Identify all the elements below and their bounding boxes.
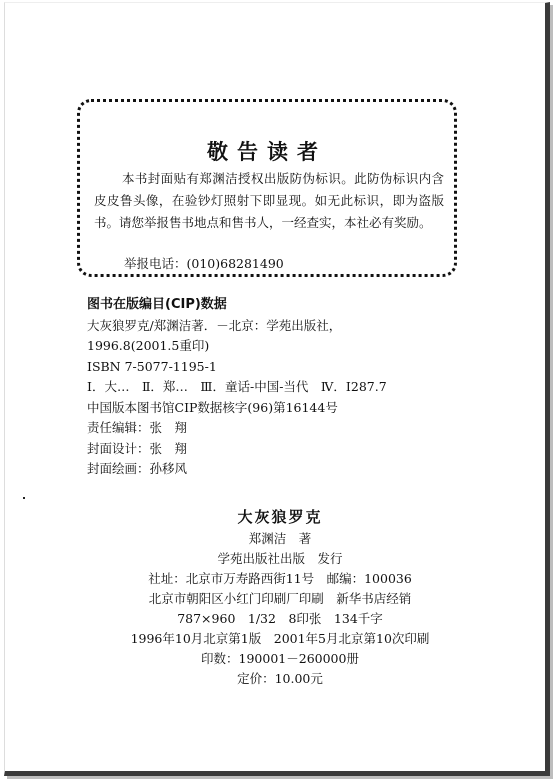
cip-line-cover-art: 封面绘画：孙移风	[87, 461, 188, 476]
cip-block	[87, 295, 507, 480]
cip-line-isbn: ISBN 7-5077-1195-1	[87, 358, 217, 374]
reader-notice-box	[77, 99, 457, 277]
copyright-page	[4, 2, 550, 776]
notice-phone: 举报电话：(010)68281490	[124, 256, 284, 271]
cip-line-title: 大灰狼罗克/郑渊洁著．－北京：学苑出版社，	[87, 317, 342, 333]
notice-body: 本书封面贴有郑渊洁授权出版防伪标识。此防伪标识内含皮皮鲁头像，在验钞灯照射下即显现。如无此标识，即为盗版书。请您举报售书地点和售书人，一经查实，本社必有奖励。	[94, 171, 444, 230]
book-author: 郑渊洁 著	[248, 531, 312, 546]
colophon-block	[45, 505, 515, 689]
book-publisher: 学苑出版社出版 发行	[217, 551, 343, 566]
cip-line-classification: Ⅰ．大… Ⅱ．郑… Ⅲ．童话-中国-当代 Ⅳ．I287.7	[87, 379, 387, 394]
cip-line-cover-design: 封面设计：张 翔	[87, 440, 188, 456]
cip-line-editor: 责任编辑：张 翔	[87, 420, 188, 435]
book-format: 787×960 1/32 8印张 134千字	[177, 611, 383, 626]
notice-title: 敬告读者	[207, 140, 327, 164]
cip-line-date: 1996.8(2001.5重印)	[87, 338, 210, 353]
publisher-address: 社址：北京市万寿路西街11号 邮编：100036	[148, 571, 412, 586]
book-price: 定价：10.00元	[237, 671, 323, 686]
book-edition: 1996年10月北京第1版 2001年5月北京第10次印刷	[130, 631, 430, 646]
book-print-run: 印数：190001－260000册	[201, 651, 359, 666]
stray-mark	[23, 497, 25, 499]
book-title: 大灰狼罗克	[237, 508, 323, 526]
book-printer: 北京市朝阳区小红门印刷厂印刷 新华书店经销	[148, 591, 412, 606]
cip-heading: 图书在版编目(CIP)数据	[87, 297, 227, 312]
cip-line-record-number: 中国版本图书馆CIP数据核字(96)第16144号	[87, 399, 338, 415]
